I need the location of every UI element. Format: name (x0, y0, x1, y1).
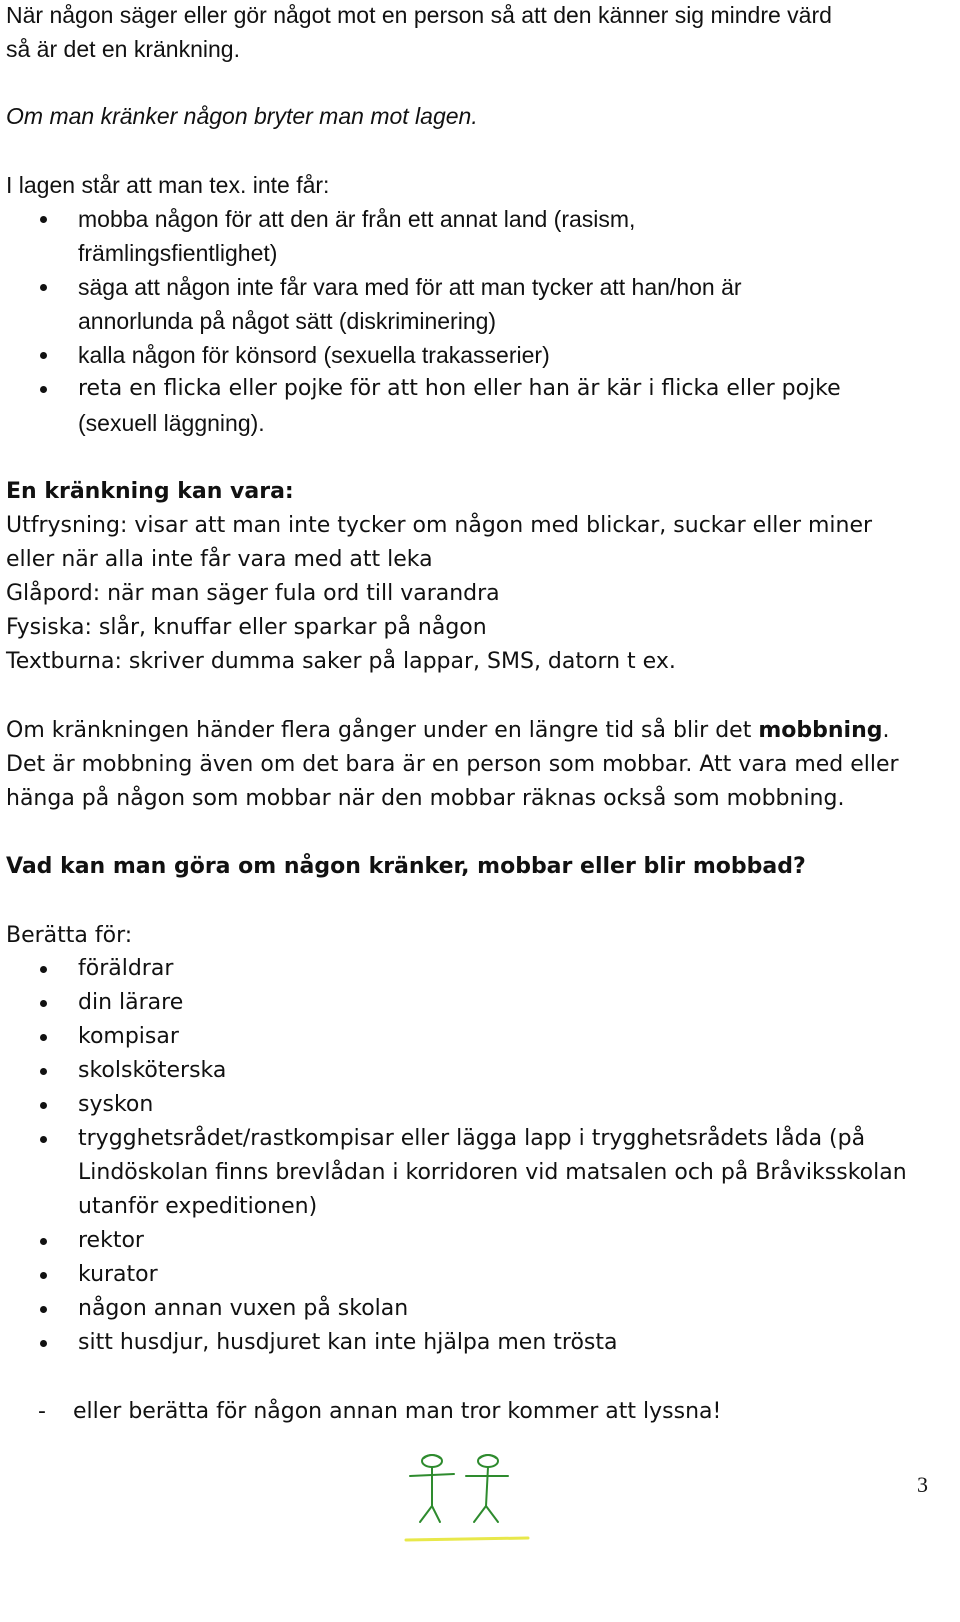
bullet-dot (40, 1000, 47, 1007)
tell-item-2: din lärare (78, 990, 184, 1015)
law-item-2-line-2: annorlunda på något sätt (diskriminering) (78, 308, 497, 334)
types-line-3: Glåpord: när man säger fula ord till varandra (6, 581, 500, 606)
law-statement: Om man kränker någon bryter man mot lagen. (6, 103, 478, 129)
tell-item-5: syskon (78, 1092, 154, 1117)
tell-item-3: kompisar (78, 1024, 179, 1049)
bullet-dot (40, 1238, 47, 1245)
tell-item-6-line-2: Lindöskolan finns brevlådan i korridoren vid matsalen och på Bråviksskolan (78, 1160, 907, 1185)
types-line-1: Utfrysning: visar att man inte tycker om någon med blickar, suckar eller miner (6, 513, 873, 538)
question-heading: Vad kan man göra om någon kränker, mobbar eller blir mobbad? (6, 854, 806, 879)
bullet-dot (40, 1068, 47, 1075)
bullet-dot (40, 352, 47, 359)
tell-item-9: någon annan vuxen på skolan (78, 1296, 409, 1321)
law-item-4-line-1: reta en flicka eller pojke för att hon eller han är kär i flicka eller pojke (78, 376, 841, 401)
bullet-dot (40, 1306, 47, 1313)
tell-item-4: skolsköterska (78, 1058, 227, 1083)
tell-item-7: rektor (78, 1228, 144, 1253)
mobbning-emphasis: mobbning (758, 718, 883, 743)
bullet-dot (40, 284, 47, 291)
bullet-dot (40, 1272, 47, 1279)
mobbning-line-3: hänga på någon som mobbar när den mobbar räknas också som mobbning. (6, 786, 845, 811)
bullet-dot (40, 1034, 47, 1041)
law-item-1-line-2: främlingsfientlighet) (78, 240, 278, 266)
tell-item-10: sitt husdjur, husdjuret kan inte hjälpa men trösta (78, 1330, 618, 1355)
intro-line-1: När någon säger eller gör något mot en person så att den känner sig mindre värd (6, 2, 832, 28)
ground-line (406, 1538, 528, 1540)
types-line-4: Fysiska: slår, knuffar eller sparkar på någon (6, 615, 487, 640)
law-item-3-line-1: kalla någon för könsord (sexuella trakasserier) (78, 342, 550, 368)
bullet-dot (40, 1136, 47, 1143)
tell-item-1: föräldrar (78, 956, 174, 981)
law-item-2-line-1: säga att någon inte får vara med för att man tycker att han/hon är (78, 274, 742, 300)
tell-heading: Berätta för: (6, 923, 133, 948)
law-item-1-line-1: mobba någon för att den är från ett annat land (rasism, (78, 206, 636, 232)
types-heading: En kränkning kan vara: (6, 479, 294, 504)
tell-item-6-line-3: utanför expeditionen) (78, 1194, 318, 1219)
bullet-dot (40, 216, 47, 223)
tell-item-6-line-1: trygghetsrådet/rastkompisar eller lägga lapp i trygghetsrådets låda (på (78, 1126, 866, 1151)
page-number: 3 (917, 1472, 928, 1497)
law-intro: I lagen står att man tex. inte får: (6, 172, 330, 198)
tell-item-8: kurator (78, 1262, 158, 1287)
types-line-2: eller när alla inte får vara med att leka (6, 547, 433, 572)
bullet-dot (40, 966, 47, 973)
mobbning-period: . (882, 718, 890, 743)
bullet-dot (40, 1340, 47, 1347)
bullet-dot (40, 386, 47, 393)
types-line-5: Textburna: skriver dumma saker på lappar, SMS, datorn t ex. (6, 649, 676, 674)
two-stick-figures-logo (404, 1448, 534, 1548)
mobbning-text: Om kränkningen händer flera gånger under en längre tid så blir det (6, 718, 759, 743)
closing-dash: - (38, 1399, 46, 1424)
mobbning-line-1 (6, 714, 890, 748)
law-item-4-line-2: (sexuell läggning). (78, 410, 265, 436)
mobbning-line-2: Det är mobbning även om det bara är en person som mobbar. Att vara med eller (6, 752, 899, 777)
intro-line-2: så är det en kränkning. (6, 36, 240, 62)
closing-text: eller berätta för någon annan man tror kommer att lyssna! (73, 1399, 722, 1424)
bullet-dot (40, 1102, 47, 1109)
